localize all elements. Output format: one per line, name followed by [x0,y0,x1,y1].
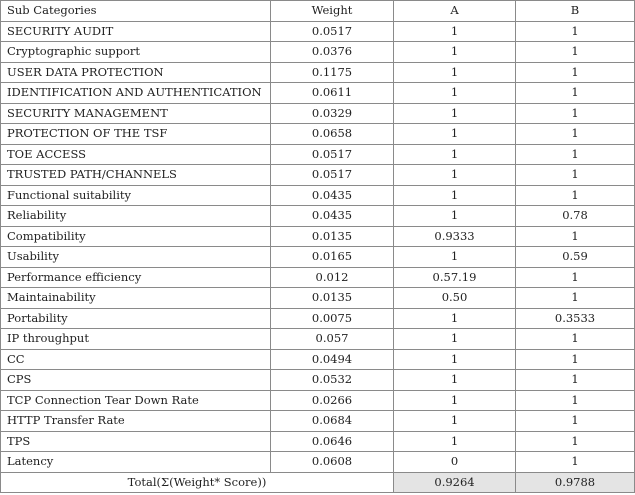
score-b-cell: 1 [516,83,635,104]
header-row [1,1,635,22]
score-b-cell: 1 [516,431,635,452]
score-a-cell: 1 [394,144,516,165]
score-b-cell: 1 [516,62,635,83]
table-header [1,1,635,22]
weight-cell: 0.0266 [271,390,394,411]
score-a-cell: 1 [394,390,516,411]
score-a-cell: 1 [394,431,516,452]
header-a: A [394,1,516,22]
score-a-cell: 1 [394,83,516,104]
table-row [1,288,635,309]
weight-cell: 0.0135 [271,288,394,309]
weight-cell: 0.0494 [271,349,394,370]
score-b-cell: 1 [516,411,635,432]
header-sub-categories: Sub Categories [1,1,271,22]
weight-cell: 0.0608 [271,452,394,473]
sub-category-cell: USER DATA PROTECTION [1,62,271,83]
sub-category-cell: Latency [1,452,271,473]
table-row [1,124,635,145]
table-row [1,165,635,186]
score-a-cell: 1 [394,206,516,227]
total-score-b: 0.9788 [516,472,635,493]
header-b: B [516,1,635,22]
sub-category-cell: TCP Connection Tear Down Rate [1,390,271,411]
score-b-cell: 1 [516,452,635,473]
weight-cell: 0.012 [271,267,394,288]
sub-category-cell: Performance efficiency [1,267,271,288]
score-b-cell: 1 [516,370,635,391]
table-row [1,62,635,83]
score-b-cell: 0.59 [516,247,635,268]
score-a-cell: 0.57.19 [394,267,516,288]
sub-category-cell: SECURITY AUDIT [1,21,271,42]
table-row [1,144,635,165]
score-b-cell: 1 [516,349,635,370]
score-a-cell: 1 [394,42,516,63]
score-a-cell: 1 [394,185,516,206]
weight-cell: 0.0517 [271,165,394,186]
weight-cell: 0.1175 [271,62,394,83]
score-b-cell: 1 [516,185,635,206]
sub-category-cell: TOE ACCESS [1,144,271,165]
score-b-cell: 1 [516,42,635,63]
score-a-cell: 1 [394,308,516,329]
sub-category-cell: CC [1,349,271,370]
table-row [1,83,635,104]
table-row [1,185,635,206]
table-row [1,329,635,350]
score-a-cell: 0.50 [394,288,516,309]
weight-cell: 0.0611 [271,83,394,104]
weight-cell: 0.0435 [271,185,394,206]
table-row [1,411,635,432]
table-row [1,247,635,268]
table-row [1,431,635,452]
score-b-cell: 1 [516,329,635,350]
score-b-cell: 0.78 [516,206,635,227]
table-row [1,206,635,227]
total-row [1,472,635,493]
weight-cell: 0.0435 [271,206,394,227]
table-body [1,21,635,472]
table-row [1,21,635,42]
weight-cell: 0.0684 [271,411,394,432]
weight-cell: 0.0532 [271,370,394,391]
sub-category-cell: HTTP Transfer Rate [1,411,271,432]
weight-cell: 0.0517 [271,21,394,42]
sub-category-cell: TPS [1,431,271,452]
score-a-cell: 1 [394,62,516,83]
score-a-cell: 1 [394,349,516,370]
sub-category-cell: PROTECTION OF THE TSF [1,124,271,145]
score-a-cell: 0 [394,452,516,473]
weight-cell: 0.0075 [271,308,394,329]
score-b-cell: 1 [516,165,635,186]
score-a-cell: 1 [394,411,516,432]
score-b-cell: 1 [516,144,635,165]
sub-category-cell: TRUSTED PATH/CHANNELS [1,165,271,186]
score-b-cell: 1 [516,288,635,309]
sub-category-cell: IDENTIFICATION AND AUTHENTICATION [1,83,271,104]
score-a-cell: 1 [394,329,516,350]
score-b-cell: 1 [516,267,635,288]
sub-category-cell: Compatibility [1,226,271,247]
table-row [1,267,635,288]
sub-category-cell: Cryptographic support [1,42,271,63]
score-b-cell: 0.3533 [516,308,635,329]
sub-category-cell: Reliability [1,206,271,227]
score-b-cell: 1 [516,226,635,247]
score-a-cell: 1 [394,103,516,124]
table-row [1,226,635,247]
weight-cell: 0.0329 [271,103,394,124]
score-b-cell: 1 [516,390,635,411]
table-row [1,103,635,124]
score-a-cell: 1 [394,247,516,268]
weight-cell: 0.0376 [271,42,394,63]
weight-cell: 0.0165 [271,247,394,268]
table-footer [1,472,635,493]
score-a-cell: 1 [394,165,516,186]
table-row [1,452,635,473]
sub-category-cell: Maintainability [1,288,271,309]
table-row [1,370,635,391]
weight-cell: 0.0646 [271,431,394,452]
score-b-cell: 1 [516,124,635,145]
sub-category-cell: IP throughput [1,329,271,350]
header-weight: Weight [271,1,394,22]
table-row [1,42,635,63]
sub-category-cell: CPS [1,370,271,391]
sub-category-cell: SECURITY MANAGEMENT [1,103,271,124]
weight-cell: 0.057 [271,329,394,350]
sub-category-cell: Functional suitability [1,185,271,206]
table-row [1,349,635,370]
score-a-cell: 1 [394,370,516,391]
total-label: Total(Σ(Weight* Score)) [1,472,394,493]
score-a-cell: 0.9333 [394,226,516,247]
score-a-cell: 1 [394,21,516,42]
total-score-a: 0.9264 [394,472,516,493]
sub-category-cell: Portability [1,308,271,329]
weight-cell: 0.0517 [271,144,394,165]
table-row [1,308,635,329]
weight-cell: 0.0658 [271,124,394,145]
table-row [1,390,635,411]
score-a-cell: 1 [394,124,516,145]
score-b-cell: 1 [516,103,635,124]
score-b-cell: 1 [516,21,635,42]
weight-cell: 0.0135 [271,226,394,247]
sub-category-cell: Usability [1,247,271,268]
